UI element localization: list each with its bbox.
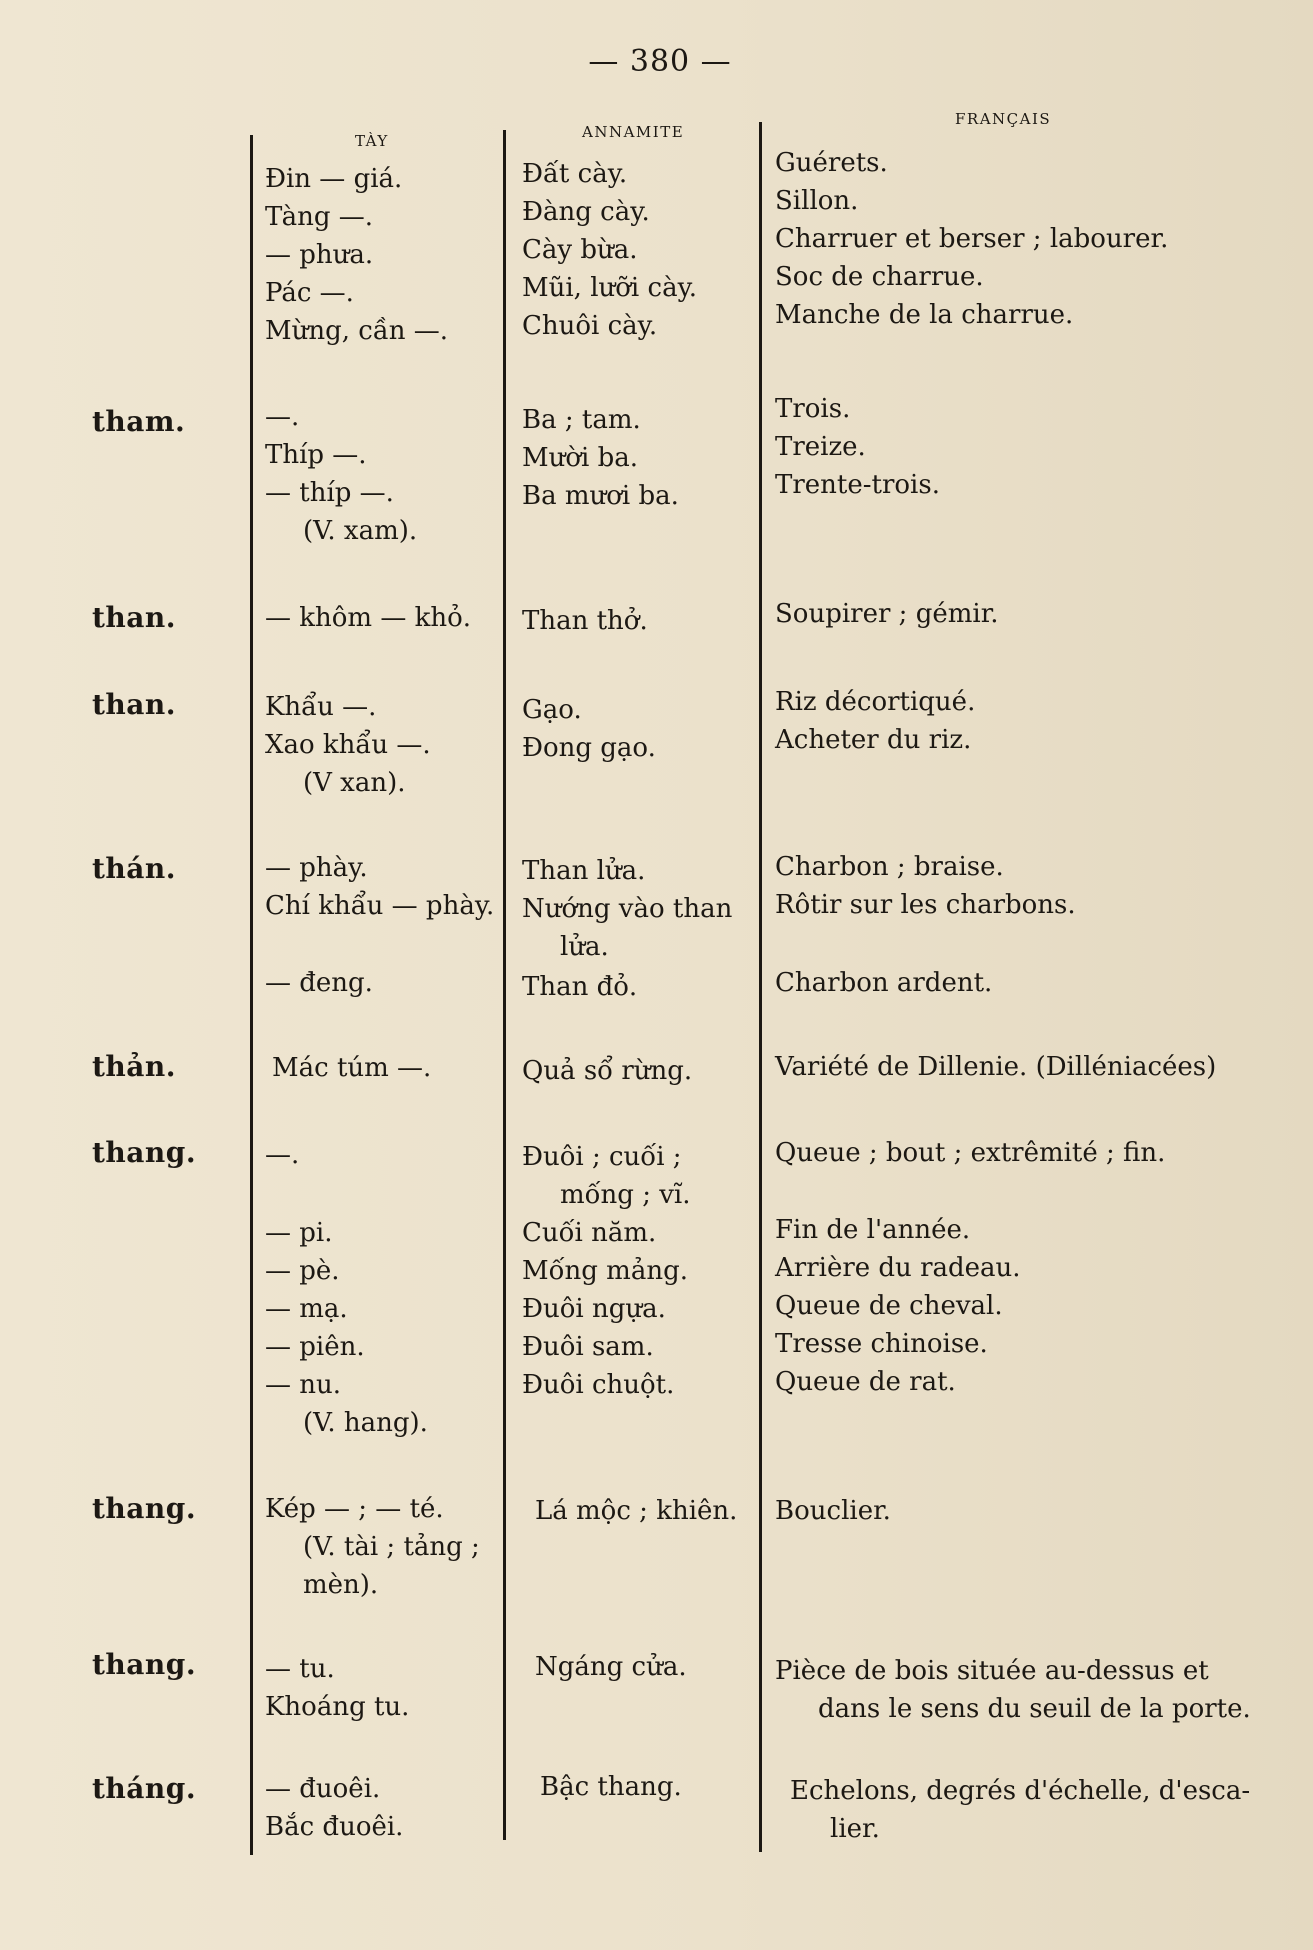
tay-line: — đeng. <box>265 968 373 998</box>
francais-line: Rôtir sur les charbons. <box>775 890 1076 920</box>
francais-line: Acheter du riz. <box>775 725 972 755</box>
tay-line: — phưa. <box>265 240 374 270</box>
tay-line: Xao khẩu —. <box>265 730 431 760</box>
annamite-line: Mũi, lưỡi cày. <box>522 273 698 303</box>
tay-line: — mạ. <box>265 1294 348 1324</box>
tay-line: Bắc đuoêi. <box>265 1812 404 1842</box>
tay-line: Pác —. <box>265 278 354 308</box>
francais-line: Riz décortiqué. <box>775 687 976 717</box>
tay-line: Mác túm —. <box>272 1053 432 1083</box>
headword: than. <box>92 601 177 634</box>
francais-line: Charruer et berser ; labourer. <box>775 224 1169 254</box>
annamite-line: Đàng cày. <box>522 197 650 227</box>
francais-line: Soupirer ; gémir. <box>775 599 999 629</box>
annamite-line: Gạo. <box>522 695 582 725</box>
francais-line: Bouclier. <box>775 1496 891 1526</box>
column-rule-right <box>759 122 762 1852</box>
francais-line: Trois. <box>775 394 851 424</box>
headword: thang. <box>92 1136 197 1169</box>
tay-line: —. <box>265 402 300 432</box>
tay-line: —. <box>265 1140 300 1170</box>
column-header-francais: FRANÇAIS <box>955 110 1052 128</box>
headword: thang. <box>92 1648 197 1681</box>
francais-line: Manche de la charrue. <box>775 300 1074 330</box>
tay-line: (V. hang). <box>303 1408 428 1438</box>
francais-line: dans le sens du seuil de la porte. <box>818 1694 1251 1724</box>
annamite-line: Đuôi ngựa. <box>522 1294 666 1324</box>
francais-line: Arrière du radeau. <box>775 1253 1021 1283</box>
annamite-line: Than đỏ. <box>522 972 638 1002</box>
tay-line: — piên. <box>265 1332 365 1362</box>
headword: thang. <box>92 1492 197 1525</box>
annamite-line: Bậc thang. <box>540 1772 682 1802</box>
francais-line: Tresse chinoise. <box>775 1329 988 1359</box>
annamite-line: Ba mươi ba. <box>522 481 679 511</box>
francais-line: lier. <box>830 1814 880 1844</box>
annamite-line: Đong gạo. <box>522 733 656 763</box>
annamite-line: Than thở. <box>522 606 648 636</box>
annamite-line: Than lửa. <box>522 856 646 886</box>
tay-line: (V. xam). <box>303 516 418 546</box>
annamite-line: Mười ba. <box>522 443 639 473</box>
annamite-line: Đuôi chuột. <box>522 1370 675 1400</box>
tay-line: — tu. <box>265 1654 335 1684</box>
annamite-line: Mống mảng. <box>522 1256 688 1286</box>
tay-line: Tàng —. <box>265 202 374 232</box>
francais-line: Queue de rat. <box>775 1367 956 1397</box>
column-header-tay: TÀY <box>355 132 389 150</box>
annamite-line: Lá mộc ; khiên. <box>535 1496 738 1526</box>
column-header-annamite: ANNAMITE <box>582 123 685 141</box>
headword: tham. <box>92 405 186 438</box>
tay-line: (V xan). <box>303 768 406 798</box>
annamite-line: Cày bừa. <box>522 235 638 265</box>
francais-line: Sillon. <box>775 186 859 216</box>
francais-line: Fin de l'année. <box>775 1215 971 1245</box>
annamite-line: Đuôi sam. <box>522 1332 654 1362</box>
tay-line: Thíp —. <box>265 440 367 470</box>
annamite-line: Nướng vào than <box>522 894 733 924</box>
tay-line: — thíp —. <box>265 478 394 508</box>
column-rule-left <box>250 135 253 1855</box>
francais-line: Queue ; bout ; extrêmité ; fin. <box>775 1138 1166 1168</box>
tay-line: — đuoêi. <box>265 1774 381 1804</box>
headword: thán. <box>92 852 177 885</box>
tay-line: Kép — ; — té. <box>265 1494 444 1524</box>
francais-line: Treize. <box>775 432 866 462</box>
headword: thản. <box>92 1050 177 1083</box>
tay-line: mèn). <box>303 1570 379 1600</box>
francais-line: Queue de cheval. <box>775 1291 1003 1321</box>
column-rule-middle <box>503 130 506 1840</box>
francais-line: Variété de Dillenie. (Dilléniacées) <box>775 1052 1217 1082</box>
tay-line: Khoáng tu. <box>265 1692 410 1722</box>
francais-line: Charbon ardent. <box>775 968 993 998</box>
annamite-line: Đất cày. <box>522 159 628 189</box>
headword: tháng. <box>92 1772 197 1805</box>
annamite-line: Chuôi cày. <box>522 311 658 341</box>
tay-line: Đin — giá. <box>265 164 403 194</box>
annamite-line: Ba ; tam. <box>522 405 641 435</box>
annamite-line: mống ; vĩ. <box>560 1180 691 1210</box>
francais-line: Pièce de bois située au-dessus et <box>775 1656 1209 1686</box>
tay-line: — khôm — khỏ. <box>265 603 472 633</box>
tay-line: — phày. <box>265 853 368 883</box>
francais-line: Echelons, degrés d'échelle, d'esca- <box>790 1776 1251 1806</box>
page-number: — 380 — <box>588 44 732 79</box>
annamite-line: Cuối năm. <box>522 1218 657 1248</box>
headword: than. <box>92 688 177 721</box>
francais-line: Trente-trois. <box>775 470 940 500</box>
tay-line: Mừng, cần —. <box>265 316 449 346</box>
tay-line: — nu. <box>265 1370 342 1400</box>
tay-line: Chí khẩu — phày. <box>265 891 495 921</box>
tay-line: — pè. <box>265 1256 340 1286</box>
francais-line: Charbon ; braise. <box>775 852 1004 882</box>
annamite-line: Ngáng cửa. <box>535 1652 687 1682</box>
annamite-line: lửa. <box>560 932 609 962</box>
tay-line: (V. tài ; tảng ; <box>303 1532 480 1562</box>
annamite-line: Quả sổ rừng. <box>522 1056 693 1086</box>
tay-line: — pi. <box>265 1218 333 1248</box>
annamite-line: Đuôi ; cuối ; <box>522 1142 682 1172</box>
tay-line: Khẩu —. <box>265 692 377 722</box>
francais-line: Soc de charrue. <box>775 262 984 292</box>
francais-line: Guérets. <box>775 148 888 178</box>
